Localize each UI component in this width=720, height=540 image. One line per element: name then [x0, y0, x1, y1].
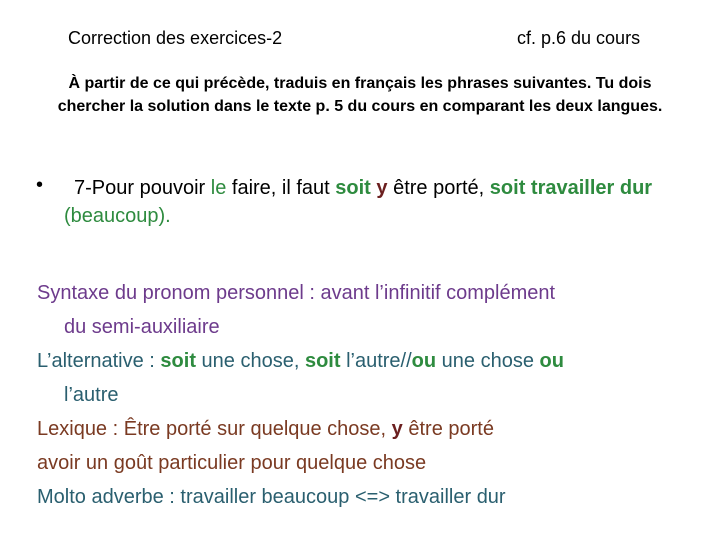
bullet-marker: •	[36, 174, 44, 196]
note-alternative	[37, 344, 697, 378]
sentence-part: (beaucoup).	[64, 205, 171, 227]
keyword-soit: soit	[304, 350, 341, 372]
pronoun-y: y	[391, 418, 403, 440]
sentence-part: 7-Pour pouvoir	[74, 177, 211, 199]
pronoun-le: le	[210, 177, 227, 199]
keyword-soit: soit	[489, 177, 526, 199]
header-reference: cf. p.6 du cours	[517, 28, 641, 48]
exercise-sentence	[64, 174, 664, 230]
keyword-soit: soit	[160, 350, 196, 372]
note-part: Lexique : Être porté sur quelque chose,	[37, 418, 392, 440]
keyword-soit: soit	[335, 177, 371, 199]
note-syntaxe: Syntaxe du pronom personnel : avant l’infinitif complément	[37, 282, 556, 304]
notes-block	[37, 276, 697, 514]
note-part: L’alternative :	[37, 350, 161, 372]
keyword-ou: ou	[539, 350, 564, 372]
sentence-part: être porté,	[387, 177, 490, 199]
note-part: l’autre//	[340, 350, 412, 372]
keyword-travailler-dur: travailler dur	[525, 177, 653, 199]
keyword-ou: ou	[411, 350, 437, 372]
pronoun-y: y	[376, 177, 388, 199]
sentence-part: faire, il faut	[226, 177, 336, 199]
note-syntaxe-cont: du semi-auxiliaire	[64, 316, 220, 338]
instruction-text: À partir de ce qui précède, traduis en français les phrases suivantes. Tu dois chercher la solution dans le texte p. 5 du cours en comparant les deux langues.	[57, 75, 663, 115]
note-part: une chose	[436, 350, 540, 372]
note-lexique	[37, 412, 697, 446]
note-lexique-definition: avoir un goût particulier pour quelque chose	[37, 452, 427, 474]
note-part: une chose,	[195, 350, 305, 372]
header-title: Correction des exercices-2	[68, 28, 283, 48]
note-alternative-cont: l’autre	[64, 384, 119, 406]
note-molto: Molto adverbe : travailler beaucoup <=> travailler dur	[37, 486, 506, 508]
note-part: être porté	[402, 418, 494, 440]
